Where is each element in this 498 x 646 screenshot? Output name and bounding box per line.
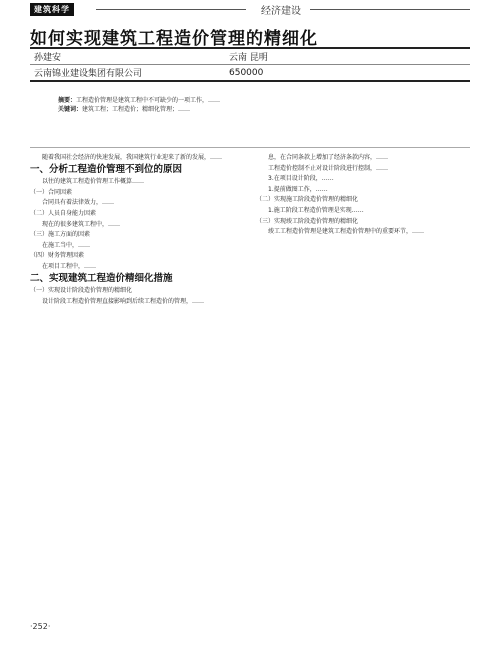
paragraph: 1.提前做图工作，……	[268, 185, 328, 193]
postal-code: 650000	[229, 67, 264, 78]
paragraph: 竣工工程造价管理是建筑工程造价管理中的重要环节，……	[268, 228, 425, 236]
paragraph: 3.在项目设计阶段，……	[268, 175, 334, 183]
subheading: （三）实现竣工阶段造价管理的精细化	[256, 217, 359, 225]
paragraph: 1.施工阶段工程造价管理是实现……	[268, 206, 364, 214]
paragraph: 在施工当中，……	[42, 241, 91, 249]
subheading: （二）实现施工阶段造价管理的精细化	[256, 196, 359, 204]
header-rule-right	[310, 9, 470, 10]
author-row	[30, 49, 470, 64]
section-heading-2: 二、实现建筑工程造价精细化措施	[30, 272, 173, 284]
subheading: （二）人员自身能力因素	[30, 209, 97, 217]
paragraph: 工程造价控制不止对设计阶段进行控制，……	[268, 164, 389, 172]
subheading: （三）施工方面的因素	[30, 231, 91, 239]
keywords-label: 关键词：	[58, 105, 83, 113]
subheading: （四）财务管理因素	[30, 252, 85, 260]
author-name: 孙建安	[34, 53, 62, 63]
subheading: （一）合同因素	[30, 188, 73, 196]
paragraph: 息，在合同条款上增加了经济条款内容，……	[268, 154, 389, 161]
page-number: ·252·	[30, 622, 51, 631]
paragraph: 合同具有着法律效力，……	[42, 199, 115, 207]
paragraph: 现在的很多建筑工程中，……	[42, 220, 121, 228]
intro-paragraph: 随着我国社会经济的快速发展，我国建筑行业迎来了新的发展，……	[42, 154, 223, 161]
right-column	[256, 154, 470, 239]
author-info-table	[30, 47, 470, 82]
subheading: （一）实现设计阶段造价管理的精细化	[30, 287, 133, 295]
affiliation-row	[30, 64, 470, 80]
abstract-text: 工程造价管理是建筑工程中不可缺少的一项工作，……	[76, 97, 221, 104]
journal-section-badge: 建筑科学	[30, 3, 74, 16]
abstract-label: 摘要：	[58, 97, 77, 104]
affiliation-name: 云南锦业建设集团有限公司	[34, 69, 143, 79]
author-location: 云南 昆明	[229, 53, 268, 63]
section-heading-1: 一、分析工程造价管理不到位的原因	[30, 163, 183, 175]
keywords-text: 建筑工程；工程造价；精细化管理；……	[82, 105, 191, 113]
header-rule-left	[96, 9, 246, 10]
article-title: 如何实现建筑工程造价管理的精细化	[30, 29, 318, 49]
section-title: 经济建设	[261, 6, 301, 17]
abstract	[58, 97, 442, 114]
paragraph: 设计阶段工程造价管理直接影响到后续工程造价的管理，……	[42, 297, 205, 305]
abstract-divider	[30, 147, 470, 148]
left-column	[30, 154, 244, 308]
paragraph: 以往的建筑工程造价管理工作概算……	[42, 178, 145, 186]
paragraph: 在项目工程中，……	[42, 262, 97, 270]
